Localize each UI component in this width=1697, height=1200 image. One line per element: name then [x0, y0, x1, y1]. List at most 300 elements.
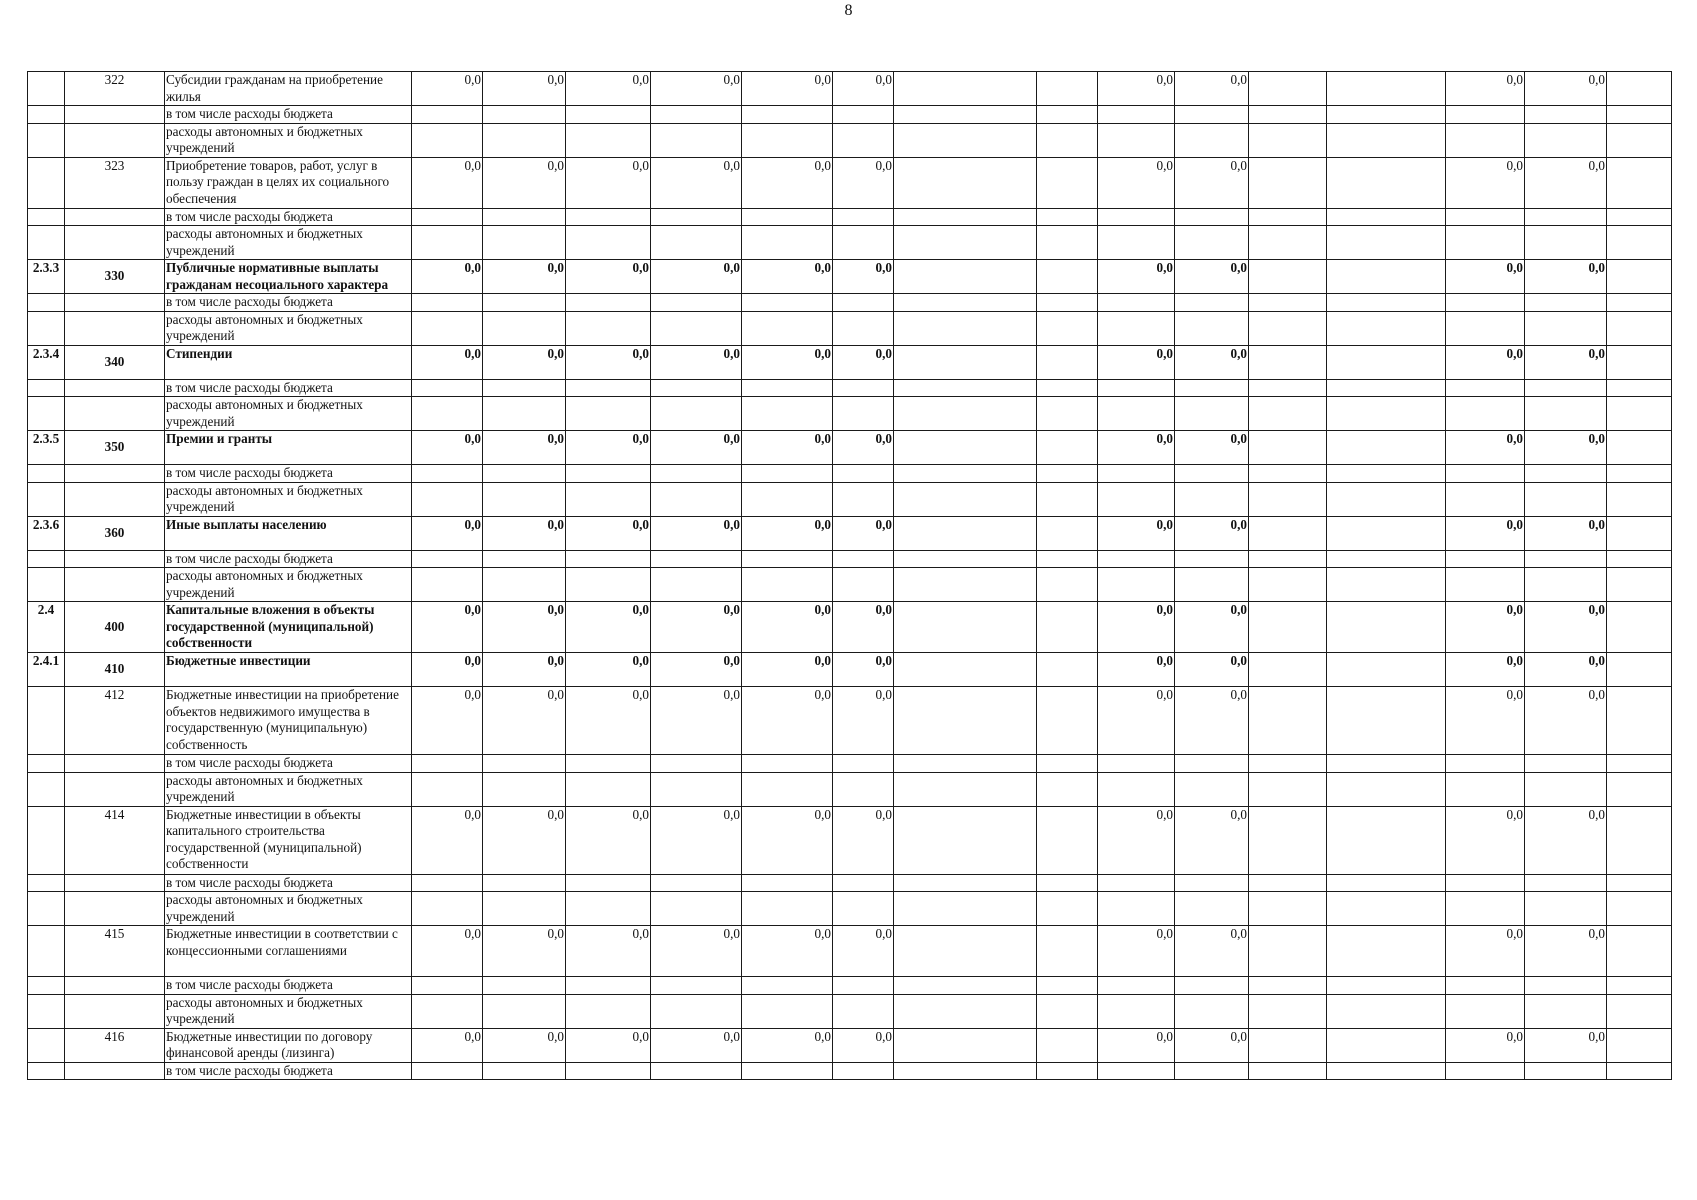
- value-cell: [1525, 123, 1607, 157]
- value-cell: [1175, 311, 1249, 345]
- value-cell: 0,0: [566, 72, 651, 106]
- value-cell: [1098, 755, 1175, 773]
- value-cell: 0,0: [742, 1028, 833, 1062]
- value-cell: [1327, 602, 1446, 653]
- value-cell: [1607, 72, 1672, 106]
- row-code-cell: [28, 687, 65, 755]
- value-cell: [1525, 106, 1607, 124]
- row-kosgu-cell: [65, 755, 165, 773]
- value-cell: [1037, 892, 1098, 926]
- row-name-cell: Иные выплаты населению: [165, 516, 412, 550]
- value-cell: [833, 874, 894, 892]
- value-cell: [1607, 311, 1672, 345]
- value-cell: [1446, 294, 1525, 312]
- value-cell: [1446, 379, 1525, 397]
- value-cell: [1327, 977, 1446, 995]
- value-cell: 0,0: [412, 72, 483, 106]
- table-body: [28, 72, 1672, 1080]
- row-name-cell: в том числе расходы бюджета: [165, 106, 412, 124]
- value-cell: [1446, 208, 1525, 226]
- value-cell: [1037, 1062, 1098, 1080]
- value-cell: 0,0: [742, 687, 833, 755]
- value-cell: 0,0: [1525, 926, 1607, 977]
- value-cell: [894, 397, 1037, 431]
- value-cell: [1607, 1028, 1672, 1062]
- row-code-cell: [28, 311, 65, 345]
- value-cell: [1607, 345, 1672, 379]
- value-cell: [651, 550, 742, 568]
- value-cell: 0,0: [1098, 345, 1175, 379]
- value-cell: 0,0: [1525, 653, 1607, 687]
- value-cell: [1037, 602, 1098, 653]
- value-cell: [412, 208, 483, 226]
- row-kosgu-cell: 414: [65, 806, 165, 874]
- value-cell: [412, 568, 483, 602]
- value-cell: [566, 550, 651, 568]
- value-cell: [894, 465, 1037, 483]
- row-kosgu-cell: [65, 977, 165, 995]
- value-cell: [1098, 123, 1175, 157]
- value-cell: [1175, 123, 1249, 157]
- value-cell: [742, 311, 833, 345]
- value-cell: [651, 311, 742, 345]
- row-kosgu-cell: [65, 550, 165, 568]
- table-row: [28, 602, 1672, 653]
- value-cell: [1037, 1028, 1098, 1062]
- value-cell: 0,0: [483, 345, 566, 379]
- value-cell: 0,0: [566, 806, 651, 874]
- value-cell: 0,0: [483, 260, 566, 294]
- value-cell: [1249, 482, 1327, 516]
- value-cell: 0,0: [483, 72, 566, 106]
- row-kosgu-cell: 360: [65, 516, 165, 550]
- value-cell: 0,0: [1525, 1028, 1607, 1062]
- value-cell: 0,0: [412, 806, 483, 874]
- value-cell: [1037, 772, 1098, 806]
- value-cell: [1607, 874, 1672, 892]
- value-cell: 0,0: [742, 653, 833, 687]
- value-cell: 0,0: [1098, 157, 1175, 208]
- value-cell: [1098, 397, 1175, 431]
- value-cell: [566, 208, 651, 226]
- value-cell: [1446, 311, 1525, 345]
- row-code-cell: 2.3.3: [28, 260, 65, 294]
- row-name-cell: расходы автономных и бюджетных учреждений: [165, 994, 412, 1028]
- value-cell: [833, 397, 894, 431]
- row-name-cell: расходы автономных и бюджетных учреждений: [165, 123, 412, 157]
- row-name-cell: в том числе расходы бюджета: [165, 294, 412, 312]
- value-cell: [742, 397, 833, 431]
- table-subrow: [28, 550, 1672, 568]
- value-cell: [412, 311, 483, 345]
- value-cell: [1327, 465, 1446, 483]
- value-cell: 0,0: [1098, 687, 1175, 755]
- value-cell: 0,0: [566, 926, 651, 977]
- table-row: [28, 516, 1672, 550]
- value-cell: [1446, 1062, 1525, 1080]
- value-cell: [1607, 755, 1672, 773]
- value-cell: [1037, 482, 1098, 516]
- table-subrow: [28, 379, 1672, 397]
- value-cell: [1098, 892, 1175, 926]
- value-cell: [1327, 994, 1446, 1028]
- value-cell: [566, 397, 651, 431]
- value-cell: 0,0: [412, 687, 483, 755]
- value-cell: 0,0: [1446, 653, 1525, 687]
- table-row: [28, 687, 1672, 755]
- value-cell: [1446, 568, 1525, 602]
- value-cell: [1327, 482, 1446, 516]
- value-cell: [412, 465, 483, 483]
- value-cell: [1327, 157, 1446, 208]
- value-cell: [566, 379, 651, 397]
- row-kosgu-cell: [65, 123, 165, 157]
- value-cell: [833, 755, 894, 773]
- value-cell: [1327, 550, 1446, 568]
- value-cell: [1607, 926, 1672, 977]
- value-cell: [1249, 892, 1327, 926]
- value-cell: [651, 977, 742, 995]
- value-cell: [1098, 874, 1175, 892]
- value-cell: [483, 772, 566, 806]
- value-cell: 0,0: [483, 431, 566, 465]
- row-name-cell: Премии и гранты: [165, 431, 412, 465]
- value-cell: [1175, 892, 1249, 926]
- value-cell: [1037, 260, 1098, 294]
- row-code-cell: [28, 482, 65, 516]
- table-subrow: [28, 874, 1672, 892]
- value-cell: 0,0: [1098, 806, 1175, 874]
- value-cell: [1525, 1062, 1607, 1080]
- value-cell: 0,0: [483, 516, 566, 550]
- value-cell: 0,0: [742, 157, 833, 208]
- value-cell: [1249, 806, 1327, 874]
- value-cell: [651, 397, 742, 431]
- value-cell: [1249, 772, 1327, 806]
- value-cell: [1525, 294, 1607, 312]
- value-cell: [1249, 72, 1327, 106]
- table-subrow: [28, 568, 1672, 602]
- value-cell: [894, 653, 1037, 687]
- table-subrow: [28, 1062, 1672, 1080]
- value-cell: 0,0: [566, 602, 651, 653]
- row-code-cell: [28, 755, 65, 773]
- row-code-cell: [28, 226, 65, 260]
- value-cell: [412, 892, 483, 926]
- value-cell: [651, 208, 742, 226]
- value-cell: 0,0: [1525, 806, 1607, 874]
- row-kosgu-cell: 322: [65, 72, 165, 106]
- value-cell: [412, 755, 483, 773]
- value-cell: [1249, 755, 1327, 773]
- value-cell: [894, 157, 1037, 208]
- row-name-cell: в том числе расходы бюджета: [165, 977, 412, 995]
- value-cell: [1175, 874, 1249, 892]
- value-cell: [894, 806, 1037, 874]
- value-cell: [1525, 397, 1607, 431]
- row-kosgu-cell: [65, 311, 165, 345]
- value-cell: [894, 568, 1037, 602]
- value-cell: [1037, 755, 1098, 773]
- value-cell: [894, 892, 1037, 926]
- value-cell: 0,0: [1446, 1028, 1525, 1062]
- value-cell: 0,0: [1098, 1028, 1175, 1062]
- page-number: 8: [844, 2, 853, 19]
- value-cell: 0,0: [412, 602, 483, 653]
- value-cell: 0,0: [1446, 72, 1525, 106]
- value-cell: [651, 465, 742, 483]
- value-cell: [742, 755, 833, 773]
- value-cell: 0,0: [1098, 72, 1175, 106]
- row-kosgu-cell: 323: [65, 157, 165, 208]
- table-row: [28, 1028, 1672, 1062]
- value-cell: 0,0: [1446, 806, 1525, 874]
- table-subrow: [28, 482, 1672, 516]
- value-cell: 0,0: [651, 602, 742, 653]
- row-kosgu-cell: 330: [65, 260, 165, 294]
- table-row: [28, 157, 1672, 208]
- value-cell: [1327, 653, 1446, 687]
- value-cell: 0,0: [1175, 260, 1249, 294]
- value-cell: [833, 379, 894, 397]
- row-name-cell: Бюджетные инвестиции в объекты капитального строительства государственной (муниципальной) собственности: [165, 806, 412, 874]
- value-cell: [1327, 755, 1446, 773]
- value-cell: [894, 294, 1037, 312]
- row-code-cell: 2.3.6: [28, 516, 65, 550]
- value-cell: [1175, 1062, 1249, 1080]
- value-cell: [566, 892, 651, 926]
- value-cell: [894, 208, 1037, 226]
- value-cell: [1607, 379, 1672, 397]
- row-kosgu-cell: 415: [65, 926, 165, 977]
- value-cell: [1249, 397, 1327, 431]
- table-row: [28, 806, 1672, 874]
- row-code-cell: [28, 772, 65, 806]
- value-cell: [894, 482, 1037, 516]
- table-subrow: [28, 977, 1672, 995]
- value-cell: [1525, 465, 1607, 483]
- value-cell: [412, 550, 483, 568]
- table-row: [28, 926, 1672, 977]
- value-cell: [483, 994, 566, 1028]
- value-cell: 0,0: [742, 72, 833, 106]
- row-code-cell: [28, 1062, 65, 1080]
- value-cell: 0,0: [833, 260, 894, 294]
- value-cell: [1446, 123, 1525, 157]
- value-cell: 0,0: [566, 653, 651, 687]
- value-cell: 0,0: [651, 431, 742, 465]
- value-cell: 0,0: [651, 1028, 742, 1062]
- value-cell: [1249, 687, 1327, 755]
- value-cell: [1037, 397, 1098, 431]
- value-cell: [894, 311, 1037, 345]
- row-code-cell: [28, 294, 65, 312]
- value-cell: [1327, 311, 1446, 345]
- row-code-cell: 2.3.4: [28, 345, 65, 379]
- value-cell: [483, 1062, 566, 1080]
- row-name-cell: в том числе расходы бюджета: [165, 874, 412, 892]
- value-cell: 0,0: [1175, 157, 1249, 208]
- value-cell: [1037, 516, 1098, 550]
- value-cell: [894, 260, 1037, 294]
- value-cell: 0,0: [1525, 345, 1607, 379]
- value-cell: [1525, 874, 1607, 892]
- value-cell: 0,0: [651, 157, 742, 208]
- value-cell: [894, 516, 1037, 550]
- table-row: [28, 260, 1672, 294]
- value-cell: [894, 226, 1037, 260]
- value-cell: [1249, 311, 1327, 345]
- value-cell: [1249, 653, 1327, 687]
- value-cell: [1525, 772, 1607, 806]
- table-subrow: [28, 208, 1672, 226]
- value-cell: 0,0: [1446, 345, 1525, 379]
- value-cell: [833, 294, 894, 312]
- value-cell: [1175, 208, 1249, 226]
- value-cell: [894, 72, 1037, 106]
- row-code-cell: [28, 977, 65, 995]
- table-subrow: [28, 994, 1672, 1028]
- row-kosgu-cell: 412: [65, 687, 165, 755]
- value-cell: [483, 379, 566, 397]
- value-cell: [1175, 465, 1249, 483]
- value-cell: [894, 994, 1037, 1028]
- value-cell: [1249, 568, 1327, 602]
- value-cell: [1249, 226, 1327, 260]
- value-cell: [483, 874, 566, 892]
- value-cell: 0,0: [1446, 687, 1525, 755]
- value-cell: [483, 977, 566, 995]
- value-cell: [1607, 550, 1672, 568]
- value-cell: 0,0: [566, 157, 651, 208]
- value-cell: [1249, 379, 1327, 397]
- value-cell: [412, 379, 483, 397]
- value-cell: [1037, 806, 1098, 874]
- value-cell: [1249, 550, 1327, 568]
- value-cell: [1327, 1028, 1446, 1062]
- value-cell: 0,0: [651, 806, 742, 874]
- value-cell: [894, 379, 1037, 397]
- value-cell: 0,0: [1175, 431, 1249, 465]
- value-cell: [566, 994, 651, 1028]
- value-cell: [1525, 892, 1607, 926]
- value-cell: 0,0: [483, 926, 566, 977]
- value-cell: [1249, 1028, 1327, 1062]
- value-cell: [742, 994, 833, 1028]
- value-cell: [1249, 602, 1327, 653]
- value-cell: 0,0: [566, 260, 651, 294]
- value-cell: [1249, 465, 1327, 483]
- value-cell: [566, 106, 651, 124]
- row-kosgu-cell: [65, 874, 165, 892]
- value-cell: 0,0: [412, 345, 483, 379]
- value-cell: 0,0: [651, 653, 742, 687]
- row-name-cell: в том числе расходы бюджета: [165, 208, 412, 226]
- value-cell: [566, 1062, 651, 1080]
- value-cell: [483, 106, 566, 124]
- value-cell: [1327, 397, 1446, 431]
- value-cell: [1098, 482, 1175, 516]
- value-cell: [566, 568, 651, 602]
- value-cell: [742, 772, 833, 806]
- value-cell: [1037, 465, 1098, 483]
- value-cell: 0,0: [742, 926, 833, 977]
- value-cell: [1175, 772, 1249, 806]
- value-cell: [412, 874, 483, 892]
- value-cell: 0,0: [483, 157, 566, 208]
- value-cell: [1525, 311, 1607, 345]
- value-cell: [1098, 568, 1175, 602]
- value-cell: [1037, 208, 1098, 226]
- row-kosgu-cell: [65, 1062, 165, 1080]
- value-cell: [483, 482, 566, 516]
- value-cell: [1037, 123, 1098, 157]
- value-cell: [1525, 226, 1607, 260]
- value-cell: [651, 994, 742, 1028]
- row-code-cell: [28, 123, 65, 157]
- value-cell: 0,0: [833, 806, 894, 874]
- value-cell: [412, 994, 483, 1028]
- value-cell: [1249, 874, 1327, 892]
- value-cell: [894, 977, 1037, 995]
- value-cell: [1607, 208, 1672, 226]
- row-code-cell: [28, 397, 65, 431]
- row-name-cell: расходы автономных и бюджетных учреждений: [165, 772, 412, 806]
- value-cell: 0,0: [566, 516, 651, 550]
- value-cell: [1327, 568, 1446, 602]
- value-cell: 0,0: [833, 72, 894, 106]
- value-cell: [566, 123, 651, 157]
- value-cell: [1446, 465, 1525, 483]
- value-cell: [483, 123, 566, 157]
- value-cell: [833, 482, 894, 516]
- value-cell: [1607, 465, 1672, 483]
- row-kosgu-cell: 410: [65, 653, 165, 687]
- value-cell: [742, 106, 833, 124]
- value-cell: [651, 874, 742, 892]
- value-cell: [1098, 226, 1175, 260]
- row-code-cell: [28, 550, 65, 568]
- value-cell: [651, 226, 742, 260]
- value-cell: [1327, 772, 1446, 806]
- value-cell: [412, 106, 483, 124]
- value-cell: 0,0: [1446, 260, 1525, 294]
- table-subrow: [28, 106, 1672, 124]
- value-cell: [1607, 1062, 1672, 1080]
- value-cell: [1607, 294, 1672, 312]
- value-cell: [1249, 260, 1327, 294]
- row-code-cell: [28, 806, 65, 874]
- value-cell: [1037, 977, 1098, 995]
- row-kosgu-cell: [65, 772, 165, 806]
- value-cell: [1525, 977, 1607, 995]
- value-cell: 0,0: [833, 157, 894, 208]
- value-cell: 0,0: [833, 1028, 894, 1062]
- value-cell: [651, 568, 742, 602]
- value-cell: [742, 977, 833, 995]
- row-code-cell: [28, 379, 65, 397]
- value-cell: 0,0: [1446, 157, 1525, 208]
- value-cell: 0,0: [483, 602, 566, 653]
- value-cell: [1249, 294, 1327, 312]
- value-cell: 0,0: [1175, 602, 1249, 653]
- value-cell: [483, 208, 566, 226]
- row-name-cell: расходы автономных и бюджетных учреждений: [165, 568, 412, 602]
- value-cell: [1098, 208, 1175, 226]
- value-cell: 0,0: [412, 926, 483, 977]
- value-cell: [1607, 431, 1672, 465]
- value-cell: [1607, 653, 1672, 687]
